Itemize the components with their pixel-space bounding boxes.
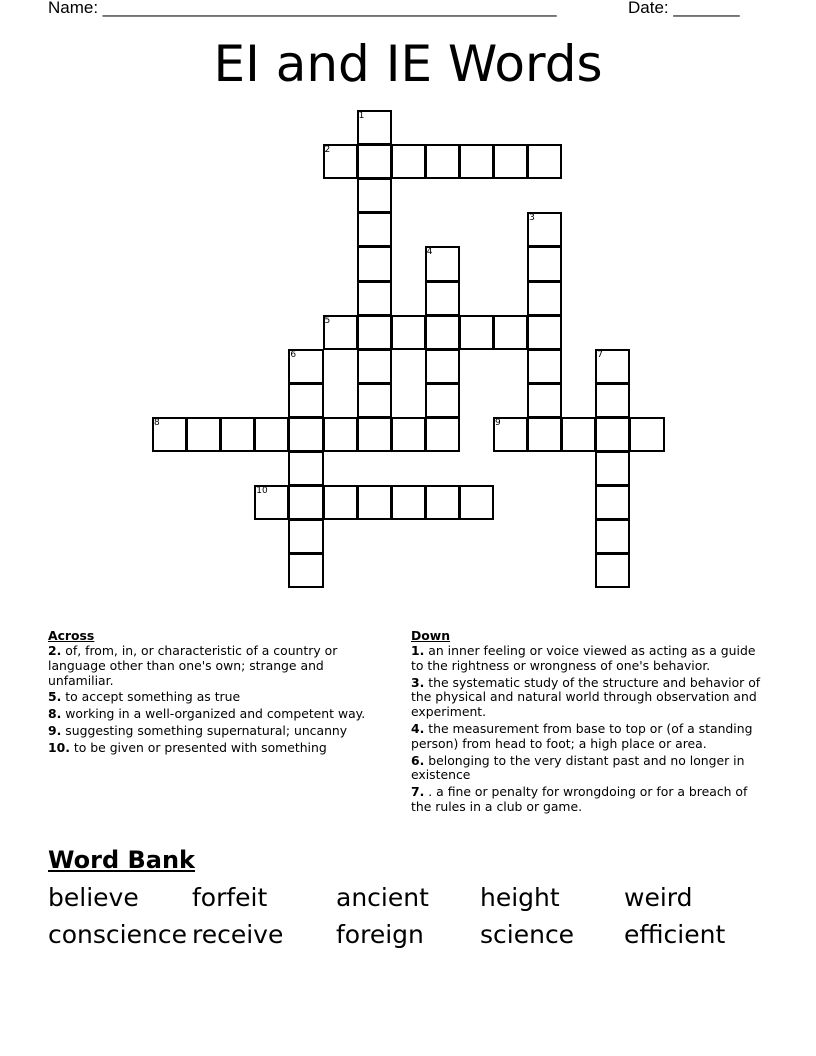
crossword-cell[interactable] bbox=[561, 417, 596, 452]
clue-number: 5. bbox=[48, 689, 62, 705]
crossword-cell[interactable] bbox=[527, 212, 562, 247]
clue-text: to be given or presented with something bbox=[69, 739, 327, 755]
across-clue bbox=[48, 690, 393, 705]
clue-text: belonging to the very distant past and no longer in existence bbox=[411, 752, 745, 783]
crossword-cell[interactable] bbox=[595, 417, 630, 452]
crossword-cell[interactable] bbox=[357, 485, 392, 520]
crossword-cell[interactable] bbox=[288, 485, 323, 520]
down-clue bbox=[411, 722, 771, 752]
clue-number: 1. bbox=[411, 643, 425, 658]
word-bank-word: forfeit bbox=[192, 883, 268, 912]
crossword-cell[interactable] bbox=[357, 178, 392, 213]
clue-number: 6. bbox=[411, 752, 425, 768]
crossword-cell[interactable] bbox=[186, 417, 221, 452]
crossword-cell[interactable] bbox=[425, 144, 460, 179]
crossword-cell[interactable] bbox=[493, 315, 528, 350]
clue-number: 3. bbox=[411, 674, 425, 690]
clue-text: working in a well-organized and competent way. bbox=[61, 706, 366, 722]
clue-text: of, from, in, or characteristic of a country or language other than one's own; strange and unfamiliar. bbox=[48, 643, 338, 688]
cell-number: 10 bbox=[256, 486, 268, 497]
crossword-cell[interactable] bbox=[425, 349, 460, 384]
crossword-cell[interactable] bbox=[527, 315, 562, 350]
word-bank-word: receive bbox=[192, 920, 284, 949]
cell-number: 2 bbox=[324, 145, 331, 156]
word-bank-word: weird bbox=[624, 883, 693, 912]
cell-number: 8 bbox=[154, 417, 160, 428]
across-clues bbox=[48, 628, 393, 758]
crossword-cell[interactable] bbox=[527, 281, 562, 316]
word-bank-title: Word Bank bbox=[48, 846, 196, 874]
crossword-cell[interactable] bbox=[323, 315, 358, 350]
word-bank bbox=[48, 882, 778, 950]
clue-text: to accept something as true bbox=[61, 689, 241, 705]
crossword-cell[interactable] bbox=[595, 485, 630, 520]
crossword-cell[interactable] bbox=[459, 485, 494, 520]
name-field-label[interactable]: Name: ________________________________________________ bbox=[48, 0, 557, 17]
crossword-cell[interactable] bbox=[288, 553, 323, 588]
crossword-cell[interactable] bbox=[493, 417, 528, 452]
across-clue bbox=[48, 707, 393, 722]
clue-number: 4. bbox=[411, 720, 425, 736]
clue-number: 2. bbox=[48, 643, 62, 658]
crossword-cell[interactable] bbox=[425, 246, 460, 281]
crossword-cell[interactable] bbox=[425, 417, 460, 452]
crossword-cell[interactable] bbox=[323, 485, 358, 520]
word-bank-word: height bbox=[480, 883, 560, 912]
clue-text: . a fine or penalty for wrongdoing or for a breach of the rules in a club or game. bbox=[411, 784, 748, 814]
down-clue bbox=[411, 676, 771, 720]
crossword-cell[interactable] bbox=[459, 315, 494, 350]
crossword-cell[interactable] bbox=[425, 281, 460, 316]
crossword-cell[interactable] bbox=[357, 281, 392, 316]
word-bank-word: conscience bbox=[48, 920, 187, 949]
word-bank-word: efficient bbox=[624, 920, 726, 949]
down-clue-list bbox=[411, 644, 771, 815]
down-heading: Down bbox=[411, 628, 451, 643]
crossword-cell[interactable] bbox=[323, 417, 358, 452]
crossword-cell[interactable] bbox=[527, 246, 562, 281]
crossword-cell[interactable] bbox=[595, 519, 630, 554]
cell-number: 6 bbox=[290, 349, 297, 360]
cell-number: 7 bbox=[597, 349, 604, 360]
crossword-cell[interactable] bbox=[391, 315, 426, 350]
word-bank-word: believe bbox=[48, 883, 139, 912]
crossword-cell[interactable] bbox=[220, 417, 255, 452]
crossword-cell[interactable] bbox=[152, 417, 187, 452]
crossword-cell[interactable] bbox=[391, 144, 426, 179]
crossword-cell[interactable] bbox=[288, 451, 323, 486]
word-bank-word: foreign bbox=[336, 920, 424, 949]
clue-number: 9. bbox=[48, 722, 62, 738]
across-clue bbox=[48, 741, 393, 756]
cell-number: 5 bbox=[324, 315, 331, 326]
crossword-cell[interactable] bbox=[527, 349, 562, 384]
cell-number: 9 bbox=[495, 417, 501, 428]
word-bank-word: ancient bbox=[336, 883, 429, 912]
across-clue bbox=[48, 644, 393, 688]
crossword-cell[interactable] bbox=[595, 383, 630, 418]
cell-number: 1 bbox=[358, 111, 365, 121]
across-heading: Across bbox=[48, 628, 95, 643]
crossword-cell[interactable] bbox=[357, 144, 392, 179]
crossword-cell[interactable] bbox=[527, 417, 562, 452]
down-clue bbox=[411, 785, 771, 815]
crossword-cell[interactable] bbox=[595, 451, 630, 486]
crossword-cell[interactable] bbox=[357, 417, 392, 452]
cell-number: 3 bbox=[529, 213, 535, 224]
cell-number: 4 bbox=[426, 247, 433, 258]
clue-number: 10. bbox=[48, 739, 70, 755]
down-clue bbox=[411, 644, 771, 674]
crossword-cell[interactable] bbox=[425, 315, 460, 350]
clue-number: 7. bbox=[411, 784, 425, 800]
page-title: EI and IE Words bbox=[213, 35, 603, 93]
across-clue bbox=[48, 724, 393, 739]
crossword-cell[interactable] bbox=[288, 417, 323, 452]
word-bank-word: science bbox=[480, 920, 575, 949]
down-clue bbox=[411, 754, 771, 784]
clue-text: an inner feeling or voice viewed as acting as a guide to the rightness or wrongness of one's behavior. bbox=[411, 643, 756, 673]
crossword-cell[interactable] bbox=[254, 485, 289, 520]
crossword-cell[interactable] bbox=[493, 144, 528, 179]
clue-text: suggesting something supernatural; uncanny bbox=[61, 722, 348, 738]
crossword-cell[interactable] bbox=[391, 485, 426, 520]
crossword-cell[interactable] bbox=[357, 110, 392, 145]
crossword-cell[interactable] bbox=[357, 349, 392, 384]
crossword-cell[interactable] bbox=[595, 349, 630, 384]
clue-number: 8. bbox=[48, 706, 62, 722]
crossword-cell[interactable] bbox=[288, 349, 323, 384]
crossword-cell[interactable] bbox=[357, 383, 392, 418]
crossword-cell[interactable] bbox=[425, 485, 460, 520]
crossword-cell[interactable] bbox=[527, 383, 562, 418]
crossword-cell[interactable] bbox=[629, 417, 664, 452]
crossword-cell[interactable] bbox=[323, 144, 358, 179]
crossword-cell[interactable] bbox=[254, 417, 289, 452]
down-clues bbox=[411, 628, 771, 817]
crossword-cell[interactable] bbox=[459, 144, 494, 179]
across-clue-list bbox=[48, 644, 393, 756]
clue-text: the systematic study of the structure and behavior of the physical and natural world through observation and experiment. bbox=[411, 674, 761, 720]
crossword-cell[interactable] bbox=[357, 246, 392, 281]
crossword-cell[interactable] bbox=[357, 315, 392, 350]
crossword-cell[interactable] bbox=[425, 383, 460, 418]
crossword-cell[interactable] bbox=[595, 553, 630, 588]
crossword-cell[interactable] bbox=[357, 212, 392, 247]
crossword-cell[interactable] bbox=[527, 144, 562, 179]
date-field-label[interactable]: Date: _______ bbox=[628, 0, 740, 17]
crossword-cell[interactable] bbox=[288, 519, 323, 554]
crossword-cell[interactable] bbox=[288, 383, 323, 418]
crossword-cell[interactable] bbox=[391, 417, 426, 452]
clue-text: the measurement from base to top or (of a standing person) from head to foot; a high place or area. bbox=[411, 720, 753, 751]
